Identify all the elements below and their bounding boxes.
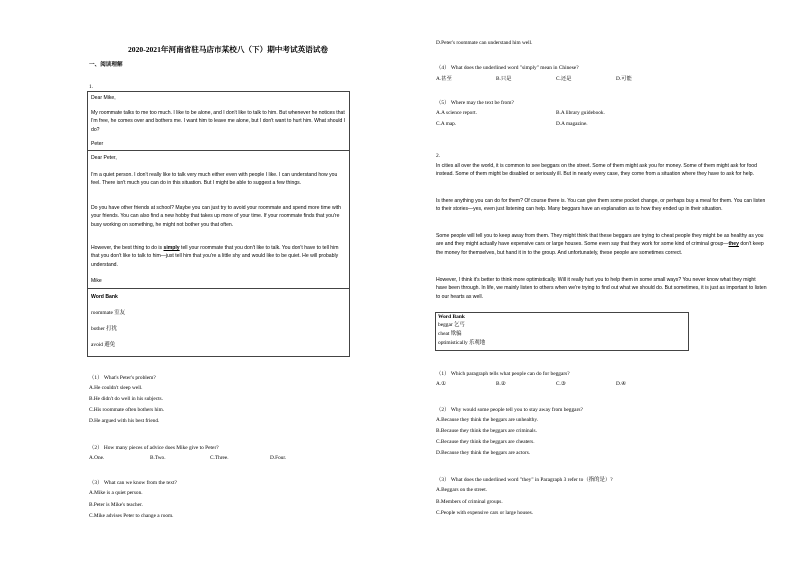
- page-title: 2020-2021年河南省驻马店市某校八（下）期中考试英语试卷: [128, 45, 328, 54]
- passage2-para1: In cities all over the world, it is common to see beggars on the street. Some of them might ask you for money. Some of them might ask for food instead. Some of them might be disabled or seriously ill. But in nearly every case, they come from a situation where they have to ask for help.: [436, 163, 757, 178]
- question-stem: （4） What does the underlined word "simply" mean in Chinese?: [436, 65, 579, 71]
- option-d[interactable]: D.A magazine.: [556, 121, 588, 127]
- option-b[interactable]: B.只是: [496, 76, 512, 82]
- question-stem: （1） Which paragraph tells what people can do for beggars?: [436, 371, 570, 377]
- option-a[interactable]: A.He couldn't sleep well.: [89, 385, 143, 391]
- option-a[interactable]: A.One.: [89, 455, 105, 461]
- option-d[interactable]: D.④: [616, 381, 626, 387]
- wordbank-box: [435, 312, 689, 351]
- option-d[interactable]: D.Because they think the beggars are actors.: [436, 450, 531, 456]
- option-d[interactable]: D.He argued with his best friend.: [89, 418, 160, 424]
- option-c[interactable]: C.③: [556, 381, 566, 387]
- option-c[interactable]: C.Three.: [210, 455, 229, 461]
- option-b[interactable]: B.Peter is Mike's teacher.: [89, 502, 143, 508]
- wordbank-title: Word Bank: [438, 314, 465, 320]
- wordbank-item: roommate 室友: [91, 310, 125, 316]
- question-stem: （3） What does the underlined word "they" in Paragraph 3 refer to（指的是）?: [436, 477, 613, 483]
- option-c[interactable]: C.还是: [556, 76, 572, 82]
- question-stem: （2） Why would some people tell you to stay away from beggars?: [436, 407, 583, 413]
- section-heading: 一、阅读理解: [89, 62, 123, 68]
- wordbank-title: Word Bank: [91, 294, 118, 300]
- wordbank-item: cheat 欺骗: [438, 331, 462, 337]
- passage-number: 1.: [89, 84, 94, 90]
- option-a[interactable]: A.甚至: [436, 76, 452, 82]
- letter2-para3: However, the best thing to do is simply tell your roommate that you don't like to talk. You don't have to tell him that you don't like to talk to him—just tell him that you're a little shy and would like to be quiet. He will probably understand.: [91, 245, 339, 268]
- letter2-para1: I'm a quiet person. I don't really like to talk very much either even with people I like. I can understand how you feel. There isn't much you can do in this situation. But I might be able to suggest a few things.: [91, 172, 338, 187]
- option-d[interactable]: D.Peter's roommate can understand him well.: [436, 40, 533, 46]
- option-b[interactable]: B.Because they think the beggars are criminals.: [436, 428, 537, 434]
- option-d[interactable]: D.可能: [616, 76, 632, 82]
- letter1-body: My roommate talks to me too much. I like to be alone, and I don't like to talk to him. But whenever he notices that I'm free, he comes over and bothers me. I want him to leave me alone, but I don't want to hurt him. What should I do?: [91, 110, 346, 133]
- letter1-greeting: Dear Mike,: [91, 95, 116, 101]
- passage2-para3: Some people will tell you to keep away from them. They might think that these beggars are trying to cheat people they might be as healthy as you are and they might actually have expensive cars or large houses. Some even say that they work for some kind of criminal group—they don't keep the money for themselves, but hand it in to the group. And unfortunately, these people are sometimes correct.: [436, 233, 764, 256]
- letter2-signature: Mike: [91, 278, 102, 284]
- option-c[interactable]: C.His roommate often bothers him.: [89, 407, 165, 413]
- underlined-word: simply: [163, 245, 180, 251]
- wordbank-item: avoid 避免: [91, 342, 116, 348]
- option-b[interactable]: B.Two.: [150, 455, 166, 461]
- option-c[interactable]: C.People with expensive cars or large houses.: [436, 510, 533, 516]
- option-a[interactable]: A.Beggars on the street.: [436, 487, 488, 493]
- passage-number: 2.: [436, 153, 441, 159]
- option-c[interactable]: C.Mike advises Peter to change a room.: [89, 513, 174, 519]
- underlined-word: they: [728, 241, 739, 248]
- option-a[interactable]: A.Because they think the beggars are unhealthy.: [436, 417, 539, 423]
- question-stem: （5） Where may the text be from?: [436, 100, 514, 106]
- option-a[interactable]: A.A science report.: [436, 110, 477, 116]
- option-a[interactable]: A.Mike is a quiet person.: [89, 490, 143, 496]
- question-stem: （3） What can we know from the text?: [89, 480, 177, 486]
- wordbank-item: bother 打扰: [91, 326, 117, 332]
- question-stem: （2） How many pieces of advice does Mike give to Peter?: [89, 445, 219, 451]
- letter1-signature: Peter: [91, 141, 104, 147]
- divider: [88, 288, 349, 289]
- passage2-para4: However, I think it's better to think more optimistically. Will it really hurt you to help them in some small ways? You never know what they might have been through. In life, we mainly listen to others when we're trying to find out what we should do. But sometimes, it is just as important to listen to our hearts as well.: [436, 277, 767, 300]
- passage-box: [87, 91, 350, 357]
- option-b[interactable]: B.A library guidebook.: [556, 110, 605, 116]
- option-c[interactable]: C.Because they think the beggars are cheaters.: [436, 439, 535, 445]
- option-b[interactable]: B.He didn't do well in his subjects.: [89, 396, 163, 402]
- option-b[interactable]: B.Members of criminal groups.: [436, 499, 503, 505]
- option-d[interactable]: D.Four.: [270, 455, 287, 461]
- question-stem: （1） What's Peter's problem?: [89, 375, 156, 381]
- letter2-para2: Do you have other friends at school? Maybe you can just try to avoid your roommate and spend more time with your friends. You can also find a new hobby that takes up more of your time. If your roommate finds that you're busy working on something, he might not bother you that often.: [91, 205, 342, 228]
- wordbank-item: optimistically 乐观地: [438, 340, 486, 346]
- letter2-greeting: Dear Peter,: [91, 155, 117, 161]
- option-a[interactable]: A.①: [436, 381, 446, 387]
- divider: [88, 150, 349, 151]
- option-b[interactable]: B.②: [496, 381, 506, 387]
- wordbank-item: beggar 乞丐: [438, 322, 465, 328]
- passage2-para2: Is there anything you can do for them? Of course there is. You can give them some pocket change, or perhaps buy a meal for them. You can listen to their stories—yes, even just listening can help. Many beggars have an explanation as to how they ended up in their situation.: [436, 198, 766, 213]
- option-c[interactable]: C.A map.: [436, 121, 457, 127]
